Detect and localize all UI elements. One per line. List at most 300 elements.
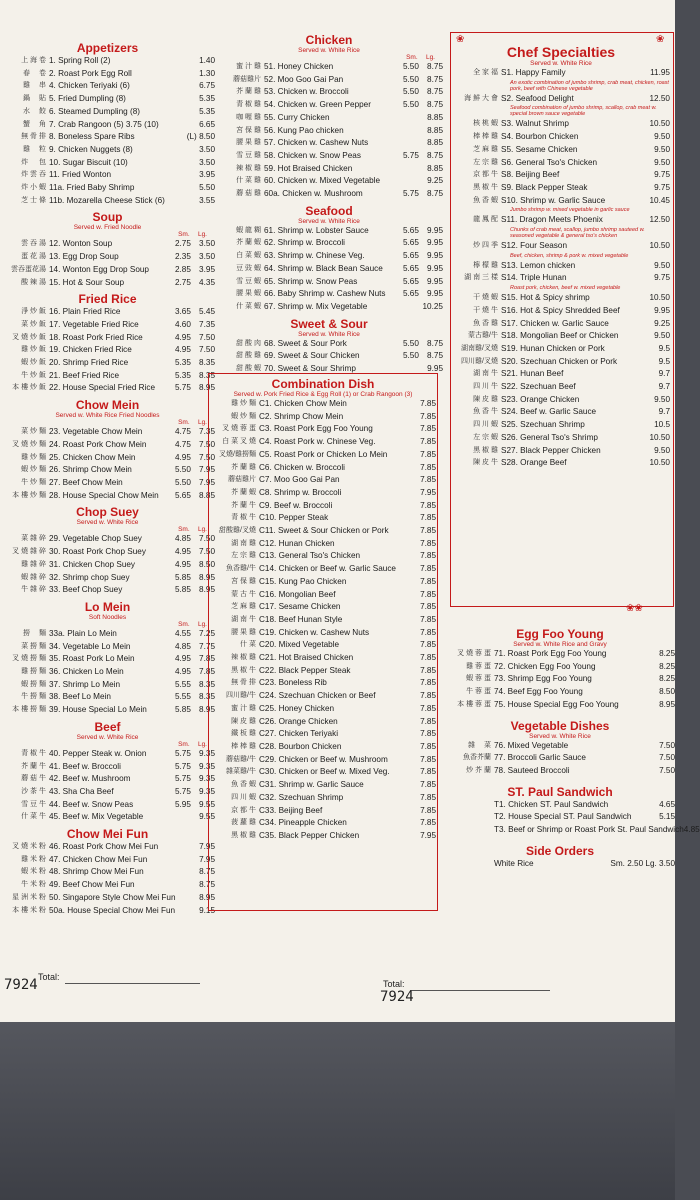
menu-item xyxy=(0,892,215,905)
menu-item xyxy=(0,306,215,319)
menu-item xyxy=(215,188,443,201)
chinese-name: 豆 豉 蝦 xyxy=(236,264,261,272)
item-price: 5.35 8.35 xyxy=(174,370,215,380)
chinese-name: 四 川 蝦 xyxy=(231,793,256,801)
item-price: 7.85 xyxy=(420,792,436,802)
menu-item xyxy=(0,93,215,106)
menu-item xyxy=(452,406,670,419)
menu-item xyxy=(0,811,215,824)
item-price: 4.55 7.25 xyxy=(174,628,215,638)
menu-item xyxy=(0,799,215,812)
item-price: 9.25 xyxy=(654,318,670,328)
menu-item xyxy=(452,260,670,273)
menu-item xyxy=(210,550,436,563)
item-price: 7.85 xyxy=(420,564,436,574)
chinese-name: 檸 檬 雞 xyxy=(473,261,498,269)
chinese-name: 棒 棒 雞 xyxy=(473,133,498,141)
menu-item xyxy=(452,381,670,394)
item-name: 16. Plain Fried Rice xyxy=(49,307,121,317)
menu-item xyxy=(210,690,436,703)
menu-item xyxy=(210,677,436,690)
section-title: Beef xyxy=(94,719,121,734)
chinese-name: 菜 炒 麵 xyxy=(21,428,46,436)
chinese-name: 陳 皮 雞 xyxy=(473,395,498,403)
chinese-name: 雞 炒 麵 xyxy=(21,453,46,461)
item-name: C5. Roast Pork or Chicken Lo Mein xyxy=(259,449,388,459)
menu-item xyxy=(210,627,436,640)
section-title: Combination Dish xyxy=(271,377,375,391)
menu-section xyxy=(0,399,215,502)
item-name: 21. Beef Fried Rice xyxy=(49,370,120,380)
item-price: 5.35 xyxy=(199,94,215,104)
chinese-name: 京 都 牛 xyxy=(473,171,498,179)
item-name: 28. House Special Chow Mein xyxy=(49,490,159,500)
item-name: C34. Pineapple Chicken xyxy=(259,818,347,828)
chinese-name: 雞 串 xyxy=(23,82,46,90)
size-header: Sm. Lg. xyxy=(178,620,207,628)
menu-item xyxy=(0,490,215,503)
section-subtitle: Served w. White Rice xyxy=(530,60,592,67)
chinese-name: 鍋 貼 xyxy=(23,95,46,103)
item-price: 7.50 xyxy=(659,753,675,763)
menu-item xyxy=(210,639,436,652)
item-name: C29. Chicken or Beef w. Mushroom xyxy=(259,754,388,764)
item-name: 13. Egg Drop Soup xyxy=(49,252,119,262)
menu-item xyxy=(0,357,215,370)
item-price: 2.75 4.35 xyxy=(174,277,215,287)
menu-item xyxy=(210,525,436,538)
item-price: 9.50 xyxy=(654,144,670,154)
item-name: White Rice xyxy=(494,858,534,868)
item-name: 25. Chicken Chow Mein xyxy=(49,452,136,462)
item-name: C25. Honey Chicken xyxy=(259,703,335,713)
item-price: 3.65 5.45 xyxy=(174,307,215,317)
item-price: 2.75 3.50 xyxy=(174,239,215,249)
menu-item xyxy=(0,704,215,717)
section-title: Fried Rice xyxy=(78,292,137,307)
menu-item xyxy=(452,432,670,445)
menu-item xyxy=(0,157,215,170)
section-subtitle: Served w. White Rice xyxy=(298,217,360,225)
menu-section xyxy=(0,601,215,717)
ornament-icon: ❀❀ xyxy=(626,603,643,614)
menu-item xyxy=(215,225,443,238)
item-price: 7.85 xyxy=(420,640,436,650)
item-name: 33. Beef Chop Suey xyxy=(49,585,123,595)
item-price: 7.85 xyxy=(420,411,436,421)
menu-item xyxy=(452,419,670,432)
item-price: 9.50 xyxy=(654,331,670,341)
item-price: 7.85 xyxy=(420,716,436,726)
item-name: 4. Chicken Teriyaki (6) xyxy=(49,81,130,91)
menu-item xyxy=(0,628,215,641)
chinese-name: 四 川 牛 xyxy=(473,383,498,391)
item-price: 5.50 7.95 xyxy=(174,477,215,487)
item-name: C26. Orange Chicken xyxy=(259,716,338,726)
chinese-name: 炒 四 季 xyxy=(473,242,498,250)
item-price: 7.85 xyxy=(420,691,436,701)
section-subtitle: Served w. White Rice xyxy=(76,519,139,527)
menu-item xyxy=(210,462,436,475)
item-name: 31. Chicken Chop Suey xyxy=(49,559,136,569)
chinese-name: 湖 南 牛 xyxy=(473,370,498,378)
item-name: 42. Beef w. Mushroom xyxy=(49,774,131,784)
menu-item xyxy=(0,477,215,490)
chinese-name: 湖南雞/叉燒 xyxy=(461,344,498,352)
item-price: 7.85 xyxy=(420,767,436,777)
item-price: 7.85 xyxy=(420,754,436,764)
item-name: 26. Shrimp Chow Mein xyxy=(49,465,132,475)
item-name: 6. Steamed Dumpling (8) xyxy=(49,106,141,116)
item-name: 59. Hot Braised Chicken xyxy=(264,163,353,173)
menu-item xyxy=(210,512,436,525)
item-name: 50. Singapore Style Chow Mei Fun xyxy=(49,892,176,902)
section-subtitle: Soft Noodles xyxy=(88,613,127,621)
size-header: Sm. Lg. xyxy=(406,54,435,61)
item-name: S12. Four Season xyxy=(501,241,567,251)
menu-item xyxy=(0,641,215,654)
item-name: 60a. Chicken w. Mushroom xyxy=(264,189,363,199)
item-name: 49. Beef Chow Mei Fun xyxy=(49,880,135,890)
item-price: 5.50 8.75 xyxy=(402,62,443,71)
item-name: 37. Shrimp Lo Mein xyxy=(49,679,120,689)
menu-item xyxy=(210,411,436,424)
menu-item xyxy=(0,131,215,144)
item-price: 5.50 8.75 xyxy=(402,338,443,348)
item-price: 7.85 xyxy=(420,602,436,612)
item-name: C19. Chicken w. Cashew Nuts xyxy=(259,627,370,637)
item-price: 9.50 xyxy=(654,445,670,455)
menu-item xyxy=(215,263,443,276)
menu-item xyxy=(210,766,436,779)
chinese-name: 炸 包 xyxy=(21,158,46,166)
menu-item xyxy=(0,854,215,867)
menu-item xyxy=(210,779,436,792)
menu-item xyxy=(0,905,215,918)
item-price: 6.65 xyxy=(199,119,215,129)
item-price: 4.75 7.35 xyxy=(174,427,215,437)
chinese-name: 雪 豆 牛 xyxy=(21,800,46,808)
ornament-icon: ❀ xyxy=(456,34,465,45)
item-name: 65. Shrimp w. Snow Peas xyxy=(264,276,358,286)
chinese-name: 無 骨 排 xyxy=(21,133,46,141)
chinese-name: 魚香雞/牛 xyxy=(226,565,256,573)
menu-item xyxy=(445,765,675,778)
chinese-name: 芥 蘭 牛 xyxy=(231,501,256,509)
item-price: 7.85 xyxy=(420,475,436,485)
menu-item xyxy=(210,474,436,487)
chinese-name: 龍 鳳 配 xyxy=(473,216,498,224)
menu-item xyxy=(0,691,215,704)
item-price: 9.5 xyxy=(658,343,670,353)
item-name: 47. Chicken Chow Mei Fun xyxy=(49,854,148,864)
chinese-name: 上 海 卷 xyxy=(21,57,46,64)
item-name: 73. Shrimp Egg Foo Young xyxy=(494,674,592,684)
menu-item xyxy=(0,666,215,679)
menu-item xyxy=(0,344,215,357)
item-name: 34. Vegetable Lo Mein xyxy=(49,641,131,651)
chinese-name: 黑 椒 牛 xyxy=(231,666,256,674)
chinese-name: 蘑菇雞片 xyxy=(233,75,261,83)
item-name: C16. Mongolian Beef xyxy=(259,589,336,599)
item-name: T3. Beef or Shrimp or Roast Pork St. Paul Sandwich xyxy=(494,825,684,835)
item-name: 54. Chicken w. Green Pepper xyxy=(264,100,371,110)
section-title: Chicken xyxy=(305,33,353,47)
menu-item xyxy=(0,653,215,666)
chinese-name: 無 骨 排 xyxy=(231,679,256,687)
item-price: 3.50 xyxy=(199,157,215,167)
item-name: C30. Chicken or Beef w. Mixed Veg. xyxy=(259,767,390,777)
chinese-name: 左 宗 蝦 xyxy=(473,433,498,441)
item-price: 7.85 xyxy=(420,437,436,447)
menu-item xyxy=(210,830,436,843)
item-name: 5. Fried Dumpling (8) xyxy=(49,94,126,104)
menu-item xyxy=(210,741,436,754)
item-price: 4.60 7.35 xyxy=(174,319,215,329)
chinese-name: 甜 酸 蝦 xyxy=(236,365,261,373)
chinese-name: 芥 蘭 牛 xyxy=(21,762,46,770)
menu-item xyxy=(210,665,436,678)
menu-item xyxy=(0,382,215,395)
item-price: 7.95 xyxy=(199,854,215,864)
chinese-name: 撈 麵 xyxy=(23,629,46,637)
item-name: S22. Szechuan Beef xyxy=(501,382,576,392)
item-name: C18. Beef Hunan Style xyxy=(259,614,343,624)
chinese-name: 白 菜 蝦 xyxy=(236,252,261,260)
item-name: 38. Beef Lo Mein xyxy=(49,692,111,702)
section-title: Soup xyxy=(92,210,123,225)
item-description: Roast pork, chicken, beef w. mixed vegetable xyxy=(510,285,621,292)
section-title: Appetizers xyxy=(76,41,139,55)
chinese-name: 春 卷 xyxy=(23,69,46,77)
item-name: S20. Szechuan Chicken or Pork xyxy=(501,356,618,366)
menu-item xyxy=(0,277,215,290)
section-title: Egg Foo Young xyxy=(516,627,604,641)
item-name: S4. Bourbon Chicken xyxy=(501,132,579,142)
menu-item xyxy=(0,68,215,81)
chinese-name xyxy=(445,811,494,824)
item-name: 45. Beef w. Mix Vegetable xyxy=(49,812,144,822)
menu-item xyxy=(210,423,436,436)
menu-item xyxy=(0,80,215,93)
item-price: 4.95 7.85 xyxy=(174,667,215,677)
chinese-name: 黑 椒 雞 xyxy=(473,446,498,454)
item-name: C1. Chicken Chow Mein xyxy=(259,399,347,408)
chinese-name: 叉燒/雞撈麵 xyxy=(219,450,256,458)
item-description: Beef, chicken, shrimp & pork w. mixed vegetable xyxy=(510,252,629,259)
item-name: 17. Vegetable Fried Rice xyxy=(49,319,139,329)
menu-item xyxy=(452,182,670,195)
chinese-name: 湖 南 三 樣 xyxy=(464,274,498,282)
menu-item xyxy=(452,368,670,381)
item-name: C13. General Tso's Chicken xyxy=(259,551,361,561)
item-price: 5.50 8.75 xyxy=(402,87,443,97)
item-name: C27. Chicken Teriyaki xyxy=(259,729,339,739)
chinese-name: 核 桃 蝦 xyxy=(473,120,498,128)
item-price: 5.85 8.95 xyxy=(174,572,215,582)
item-price: 9.7 xyxy=(658,407,670,417)
menu-item xyxy=(210,563,436,576)
item-price: 5.15 xyxy=(659,812,675,822)
chinese-name: 星 洲 米 粉 xyxy=(12,893,46,901)
size-header: Sm. Lg. xyxy=(178,231,207,239)
item-price: 4.95 7.50 xyxy=(174,345,215,355)
item-name: C33. Beijing Beef xyxy=(259,805,323,815)
item-name: 11. Fried Wonton xyxy=(49,170,112,180)
menu-item xyxy=(445,661,675,674)
chinese-name: 宮 保 雞 xyxy=(231,577,256,585)
chinese-name: 牛 雜 碎 xyxy=(21,586,46,594)
item-name: S11. Dragon Meets Phoenix xyxy=(501,215,603,225)
chinese-name: 全 家 福 xyxy=(473,69,498,76)
item-price: 2.85 3.95 xyxy=(174,264,215,274)
item-price: 12.50 xyxy=(649,93,670,103)
chinese-name: 青 椒 牛 xyxy=(21,749,46,757)
item-price: 5.75 9.35 xyxy=(174,774,215,784)
menu-column-left xyxy=(0,0,215,917)
chinese-name: 魚 香 雞 xyxy=(473,319,498,327)
item-name: 36. Chicken Lo Mein xyxy=(49,667,124,677)
item-price: 8.75 xyxy=(199,867,215,877)
chinese-name: 蒙 古 牛 xyxy=(231,590,256,598)
menu-item xyxy=(0,55,215,68)
menu-item xyxy=(0,426,215,439)
menu-section xyxy=(445,845,675,871)
item-name: S6. General Tso's Chicken xyxy=(501,157,598,167)
menu-item xyxy=(452,394,670,407)
chinese-name: 什 菜 雞 xyxy=(236,177,261,185)
order-number-middle: 7924 xyxy=(380,989,414,1005)
menu-item xyxy=(452,214,670,227)
item-price: 10.50 xyxy=(649,241,670,251)
menu-item xyxy=(0,452,215,465)
chinese-name: 四川雞/叉燒 xyxy=(461,357,498,365)
item-name: S10. Shrimp w. Garlic Sauce xyxy=(501,195,606,205)
item-price: 7.50 xyxy=(659,740,675,750)
item-price: 5.75 9.35 xyxy=(174,761,215,771)
item-name: C17. Sesame Chicken xyxy=(259,602,341,612)
item-name: 71. Roast Pork Egg Foo Young xyxy=(494,649,607,658)
chinese-name: 芝 麻 雞 xyxy=(473,145,498,153)
item-price: 5.85 8.95 xyxy=(174,705,215,715)
item-price: 9.75 xyxy=(654,182,670,192)
item-name: 19. Chicken Fried Rice xyxy=(49,345,132,355)
chinese-name: 黑 椒 牛 xyxy=(473,183,498,191)
item-name: 40. Pepper Steak w. Onion xyxy=(49,748,147,758)
item-price: 7.85 xyxy=(420,462,436,472)
menu-item xyxy=(0,533,215,546)
item-price: 7.85 xyxy=(420,526,436,536)
item-price: 7.85 xyxy=(420,589,436,599)
item-price: 9.7 xyxy=(658,382,670,392)
menu-item xyxy=(0,319,215,332)
item-price: 7.85 xyxy=(420,551,436,561)
chinese-name: 蘑 菇 牛 xyxy=(21,775,46,783)
chinese-name: 湖 南 牛 xyxy=(231,615,256,623)
menu-item xyxy=(0,251,215,264)
item-price: 7.85 xyxy=(420,729,436,739)
chinese-name: 雪 豆 蝦 xyxy=(236,277,261,285)
item-price: 5.75 8.75 xyxy=(402,150,443,160)
item-name: C4. Roast Pork w. Chinese Veg. xyxy=(259,437,376,447)
menu-item xyxy=(445,686,675,699)
item-description: An exotic combination of jumbo shrimp, crab meat, chicken, roast pork, beef with Chinese vegetable xyxy=(510,79,669,92)
item-name: 51. Honey Chicken xyxy=(264,62,334,71)
item-price: 4.65 xyxy=(659,799,675,809)
section-title: ST. Paul Sandwich xyxy=(507,784,613,799)
menu-column-right xyxy=(445,627,700,870)
menu-item xyxy=(452,195,670,208)
menu-section xyxy=(452,44,670,470)
menu-item xyxy=(210,487,436,500)
chinese-name: 腰 果 雞 xyxy=(236,139,261,147)
item-name: 10. Sugar Biscuit (10) xyxy=(49,157,128,167)
item-price: 4.85 7.75 xyxy=(174,641,215,651)
item-price: 3.55 xyxy=(199,195,215,205)
menu-item xyxy=(452,305,670,318)
menu-item xyxy=(210,817,436,830)
item-price: 7.85 xyxy=(420,818,436,828)
chinese-name: 腰 果 蝦 xyxy=(236,290,261,298)
item-price: 3.95 xyxy=(199,170,215,180)
size-header: Sm. Lg. xyxy=(178,419,207,427)
item-name: C21. Hot Braised Chicken xyxy=(259,653,354,663)
item-price: 7.85 xyxy=(420,449,436,459)
menu-item xyxy=(210,436,436,449)
menu-item xyxy=(452,445,670,458)
combination-section xyxy=(210,378,436,843)
item-name: 12. Wonton Soup xyxy=(49,239,113,249)
chinese-name: 什 菜 xyxy=(240,641,256,649)
item-name: C3. Roast Pork Egg Foo Young xyxy=(259,424,373,434)
menu-item xyxy=(0,439,215,452)
chinese-name: 淨 炒 飯 xyxy=(21,308,46,316)
item-price: 7.85 xyxy=(420,665,436,675)
item-name: 48. Shrimp Chow Mei Fun xyxy=(49,867,144,877)
item-price: 5.85 8.95 xyxy=(174,585,215,595)
chinese-name: 炒 芥 蘭 xyxy=(466,766,491,774)
chinese-name: 雞 炒 飯 xyxy=(21,346,46,354)
chinese-name: 干 燒 牛 xyxy=(473,306,498,314)
section-title: Chow Mein xyxy=(75,398,140,413)
chinese-name: 魚香芥蘭 xyxy=(463,754,491,762)
menu-item xyxy=(210,614,436,627)
section-subtitle: Served w. White Rice and Gravy xyxy=(513,641,607,648)
chinese-name: 咖 喱 雞 xyxy=(236,113,261,121)
item-name: S24. Beef w. Garlic Sauce xyxy=(501,407,597,417)
item-price: 9.7 xyxy=(658,369,670,379)
chinese-name: 芥 蘭 蝦 xyxy=(231,488,256,496)
section-subtitle: Served w. White Rice xyxy=(298,330,360,338)
chinese-name: 棒 棒 雞 xyxy=(231,742,256,750)
item-price: 7.95 xyxy=(199,842,215,852)
item-price: 6.75 xyxy=(199,81,215,91)
menu-item xyxy=(445,811,675,824)
item-price: 9.55 xyxy=(199,812,215,822)
menu-item xyxy=(210,792,436,805)
chinese-name: 雞 炒 麵 xyxy=(231,400,256,407)
menu-item xyxy=(452,131,670,144)
menu-section xyxy=(0,211,215,289)
chinese-name: 宮 保 雞 xyxy=(236,126,261,134)
ornament-icon: ❀ xyxy=(656,34,665,45)
chinese-name: 牛 蓉 蛋 xyxy=(466,688,491,696)
chinese-name: 青 椒 牛 xyxy=(231,514,256,522)
chinese-name: 鐵 板 雞 xyxy=(231,730,256,738)
menu-item xyxy=(215,163,443,176)
item-name: S8. Beijing Beef xyxy=(501,170,560,180)
item-name: S5. Sesame Chicken xyxy=(501,144,578,154)
